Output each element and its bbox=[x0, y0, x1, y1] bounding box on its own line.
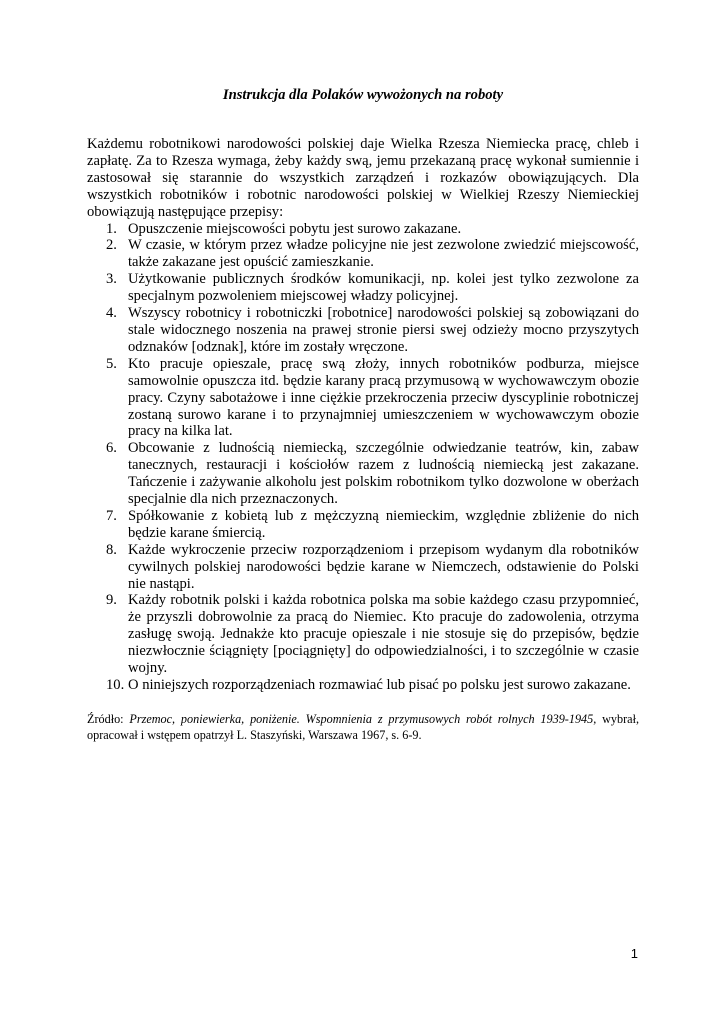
rule-item bbox=[87, 440, 639, 508]
rule-number: 1. bbox=[106, 220, 117, 237]
rule-item bbox=[87, 592, 639, 677]
document-body bbox=[87, 136, 639, 694]
rule-item bbox=[87, 542, 639, 593]
rule-text: Obcowanie z ludnością niemiecką, szczególnie odwiedzanie teatrów, kin, zabaw tanecznych, restauracji i kościołów razem z ludnością niemiecką jest zakazane. Tańczenie i zażywanie alkoholu jest polskim robotnikom tylko dozwolone w oberżach specjalnie dla nich przeznaczonych. bbox=[128, 440, 639, 508]
rule-number: 9. bbox=[106, 592, 117, 609]
rules-list bbox=[87, 221, 639, 694]
rule-text: Spółkowanie z kobietą lub z mężczyzną niemieckim, względnie zbliżenie do nich będzie karane śmiercią. bbox=[128, 507, 639, 541]
source-label: Źródło: bbox=[87, 712, 124, 726]
source-title: Przemoc, poniewierka, poniżenie. Wspomnienia z przymusowych robót rolnych 1939-1945 bbox=[129, 712, 594, 726]
rule-item bbox=[87, 677, 639, 694]
rule-item bbox=[87, 356, 639, 441]
rule-text: Opuszczenie miejscowości pobytu jest surowo zakazane. bbox=[128, 220, 462, 237]
rule-item bbox=[87, 305, 639, 356]
rule-text: Wszyscy robotnicy i robotniczki [robotnice] narodowości polskiej są zobowiązani do stale widocznego noszenia na prawej stronie piersi swej odzieży mocno przyszytych odznaków [odznak], które im zostały wręczone. bbox=[128, 305, 639, 355]
rule-text: Każde wykroczenie przeciw rozporządzeniom i przepisom wydanym dla robotników cywilnych polskiej narodowości będzie karane w Niemczech, odstawienie do Polski nie nastąpi. bbox=[128, 541, 639, 592]
rule-number: 5. bbox=[106, 355, 117, 372]
document-title: Instrukcja dla Polaków wywożonych na roboty bbox=[222, 87, 504, 103]
source-details: , wybrał, opracował i wstępem opatrzył L. Staszyński, Warszawa 1967, s. 6-9. bbox=[87, 712, 640, 742]
rule-item bbox=[87, 271, 639, 305]
rule-number: 3. bbox=[106, 271, 117, 288]
rule-text: Użytkowanie publicznych środków komunikacji, np. kolei jest tylko zezwolone za specjalnym pozwoleniem miejscowej władzy policyjnej. bbox=[128, 271, 639, 305]
rule-item bbox=[87, 237, 639, 271]
rule-number: 6. bbox=[106, 440, 117, 457]
rule-number: 8. bbox=[106, 541, 117, 558]
rule-item bbox=[87, 221, 639, 238]
rule-number: 10. bbox=[106, 677, 125, 693]
rule-number: 2. bbox=[106, 237, 117, 254]
rule-text: W czasie, w którym przez władze policyjne nie jest zezwolone zwiedzić miejscowość, także zakazane jest opuścić zamieszkanie. bbox=[128, 237, 639, 271]
rule-number: 7. bbox=[106, 507, 117, 524]
source-citation bbox=[87, 712, 639, 743]
rule-item bbox=[87, 508, 639, 542]
rule-text: O niniejszych rozporządzeniach rozmawiać lub pisać po polsku jest surowo zakazane. bbox=[128, 677, 631, 693]
intro-paragraph: Każdemu robotnikowi narodowości polskiej daje Wielka Rzesza Niemiecka pracę, chleb i zapłatę. Za to Rzesza wymaga, żeby każdy swą, jemu przekazaną pracę wykonał sumiennie i zastosował się starannie do wszystkich zarządzeń i rozkazów obowiązujących. Dla wszystkich robotników i robotnic narodowości polskiej w Wielkiej Rzeszy Niemieckiej obowiązują następujące przepisy: bbox=[87, 136, 639, 220]
rule-text: Kto pracuje opieszale, pracę swą złoży, innych robotników podburza, miejsce samowolnie opuszcza itd. będzie karany pracą przymusową w wychowawczym obozie pracy. Czyny sabotażowe i inne ciężkie przekroczenia przeciw dyscyplinie robotniczej zostaną surowo karane i to przynajmniej umieszczeniem w wychowawczym obozie pracy na kilka lat. bbox=[128, 355, 639, 440]
rule-text: Każdy robotnik polski i każda robotnica polska ma sobie każdego czasu przypomnieć, że przyszli dobrowolnie za pracą do Niemiec. Kto pracuje do zadowolenia, otrzyma zasługę swoją. Jednakże kto pracuje opieszale i nie stosuje się do przepisów, będzie niezwłocznie ściągnięty [pociągnięty] do odpowiedzialności, i to szczególnie w czasie wojny. bbox=[128, 592, 639, 677]
page-number: 1 bbox=[630, 946, 638, 961]
rule-number: 4. bbox=[106, 305, 117, 322]
